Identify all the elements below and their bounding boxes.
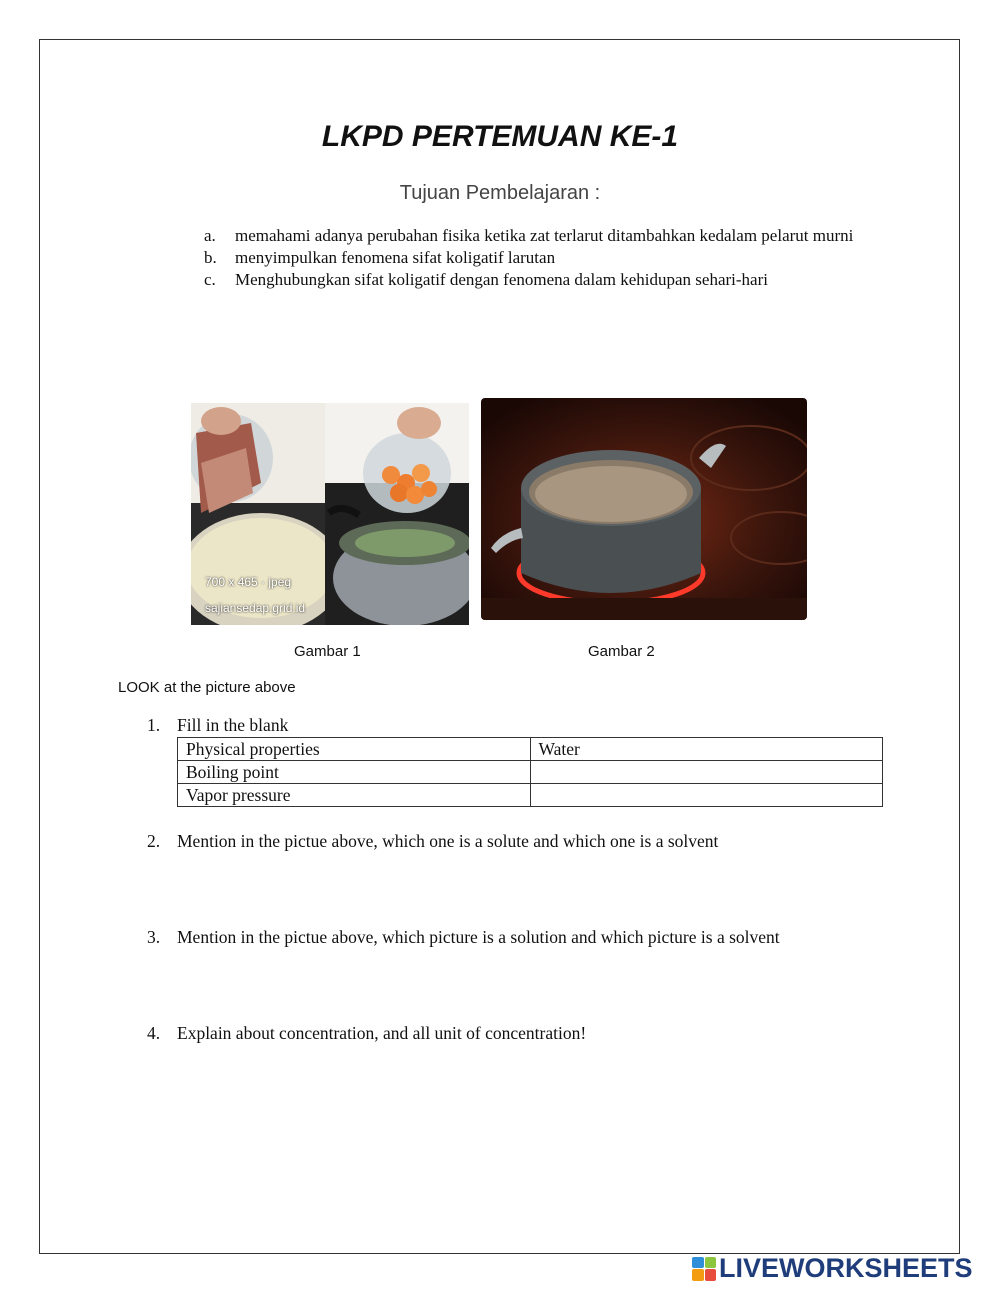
question-number: 3. <box>147 927 161 947</box>
picture-1-source-label: sajiansedap.grid.id <box>205 601 306 615</box>
page-border <box>39 39 960 1254</box>
picture-1-ingredients-into-pot <box>191 403 469 625</box>
vapor-pressure-answer-field[interactable] <box>530 784 883 807</box>
picture-2-caption: Gambar 2 <box>588 643 655 660</box>
instruction-text: LOOK at the picture above <box>118 679 296 696</box>
objective-item <box>204 225 882 247</box>
objective-text: menyimpulkan fenomena sifat koligatif larutan <box>235 248 556 267</box>
table-row <box>178 761 883 784</box>
table-header-cell: Physical properties <box>178 738 531 761</box>
objective-item <box>204 269 882 291</box>
table-header-cell: Water <box>530 738 883 761</box>
question-text: Fill in the blank <box>177 715 289 735</box>
worksheet-title: LKPD PERTEMUAN KE-1 <box>321 120 679 153</box>
objective-letter: c. <box>204 270 216 289</box>
objective-letter: b. <box>204 248 217 267</box>
physical-properties-table <box>177 737 883 807</box>
picture-2-illustration <box>481 398 807 620</box>
table-cell-label: Boiling point <box>178 761 531 784</box>
objective-item <box>204 247 882 269</box>
objective-text: Menghubungkan sifat koligatif dengan fenomena dalam kehidupan sehari-hari <box>235 270 768 289</box>
brand-name: LIVEWORKSHEETS <box>719 1253 973 1283</box>
question-text: Mention in the pictue above, which one is a solute and which one is a solvent <box>177 831 719 851</box>
question-3 <box>147 927 780 948</box>
picture-1-size-label: 700 x 465 · jpeg <box>205 575 292 589</box>
table-cell-label: Vapor pressure <box>178 784 531 807</box>
table-row <box>178 784 883 807</box>
question-number: 2. <box>147 831 161 851</box>
boiling-point-answer-field[interactable] <box>530 761 883 784</box>
liveworksheets-brand[interactable] <box>692 1253 973 1284</box>
picture-2-boiling-pot <box>481 398 807 620</box>
question-number: 1. <box>147 715 161 735</box>
question-4 <box>147 1023 586 1044</box>
objective-letter: a. <box>204 226 216 245</box>
table-header-row <box>178 738 883 761</box>
question-2 <box>147 831 718 852</box>
picture-1-illustration <box>191 403 469 625</box>
liveworksheets-logo-icon <box>692 1257 716 1281</box>
question-text: Explain about concentration, and all unit of concentration! <box>177 1023 587 1043</box>
picture-1-caption: Gambar 1 <box>294 643 361 660</box>
objective-text: memahami adanya perubahan fisika ketika zat terlarut ditambahkan kedalam pelarut murni <box>235 226 854 245</box>
objectives-list <box>204 225 882 291</box>
question-1 <box>147 715 288 736</box>
question-text: Mention in the pictue above, which picture is a solution and which picture is a solvent <box>177 927 780 947</box>
question-number: 4. <box>147 1023 161 1043</box>
learning-objectives-heading: Tujuan Pembelajaran : <box>399 182 601 204</box>
